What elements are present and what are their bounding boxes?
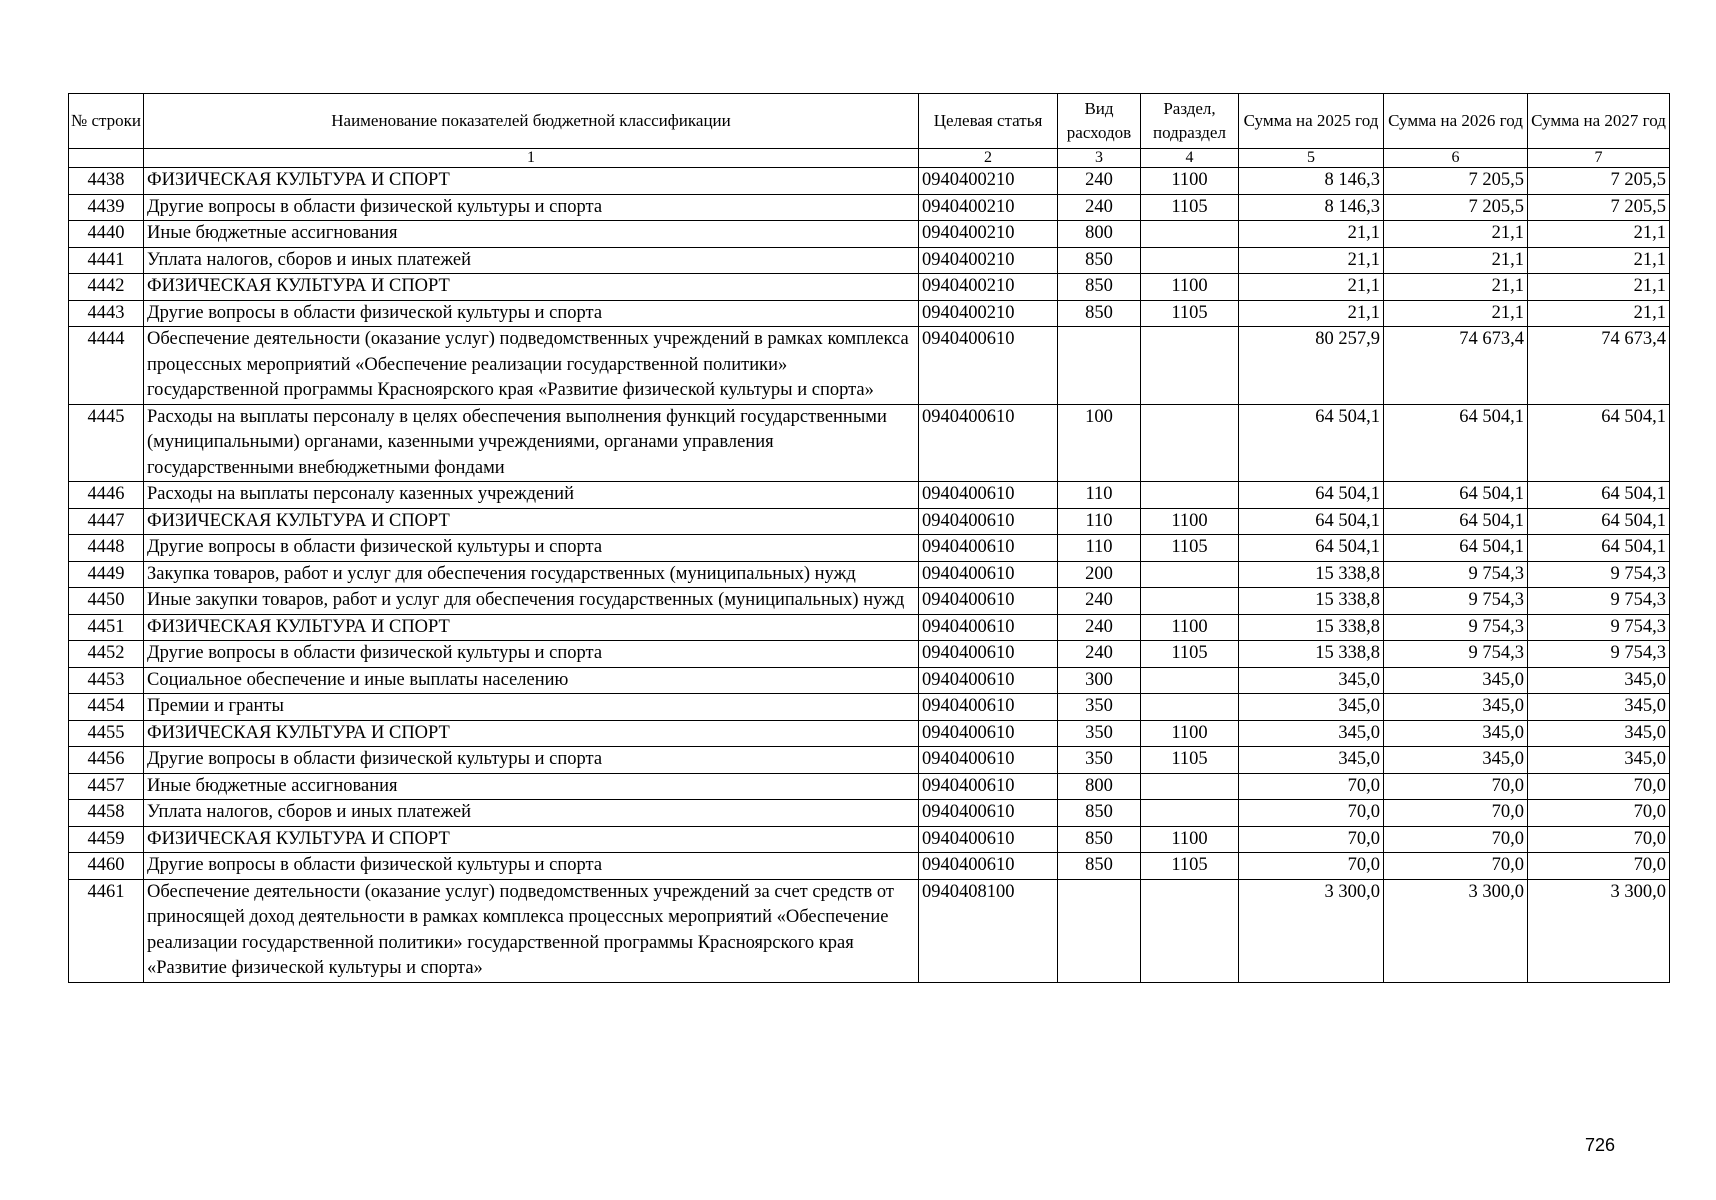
sum-2027: 74 673,4 bbox=[1528, 327, 1670, 405]
column-number: 3 bbox=[1058, 149, 1141, 168]
row-name: Расходы на выплаты персоналу казенных учреждений bbox=[144, 482, 919, 509]
sum-2025: 345,0 bbox=[1239, 667, 1384, 694]
column-number bbox=[69, 149, 144, 168]
table-row bbox=[69, 747, 1670, 774]
header-name: Наименование показателей бюджетной классификации bbox=[144, 94, 919, 149]
expense-kind: 350 bbox=[1058, 747, 1141, 774]
row-number: 4451 bbox=[69, 614, 144, 641]
sum-2026: 345,0 bbox=[1384, 720, 1528, 747]
sum-2027: 64 504,1 bbox=[1528, 404, 1670, 482]
column-number: 5 bbox=[1239, 149, 1384, 168]
sum-2026: 74 673,4 bbox=[1384, 327, 1528, 405]
target-article: 0940400610 bbox=[919, 404, 1058, 482]
table-row bbox=[69, 221, 1670, 248]
header-section: Раздел, подраздел bbox=[1141, 94, 1239, 149]
target-article: 0940400610 bbox=[919, 641, 1058, 668]
sum-2027: 9 754,3 bbox=[1528, 588, 1670, 615]
row-number: 4450 bbox=[69, 588, 144, 615]
expense-kind: 300 bbox=[1058, 667, 1141, 694]
section-code: 1100 bbox=[1141, 508, 1239, 535]
sum-2027: 3 300,0 bbox=[1528, 879, 1670, 982]
sum-2026: 70,0 bbox=[1384, 853, 1528, 880]
column-number: 2 bbox=[919, 149, 1058, 168]
sum-2025: 15 338,8 bbox=[1239, 588, 1384, 615]
sum-2027: 64 504,1 bbox=[1528, 535, 1670, 562]
row-number: 4457 bbox=[69, 773, 144, 800]
row-number: 4452 bbox=[69, 641, 144, 668]
header-sum-2027: Сумма на 2027 год bbox=[1528, 94, 1670, 149]
row-name: Другие вопросы в области физической культуры и спорта bbox=[144, 300, 919, 327]
sum-2027: 64 504,1 bbox=[1528, 508, 1670, 535]
sum-2026: 64 504,1 bbox=[1384, 482, 1528, 509]
target-article: 0940408100 bbox=[919, 879, 1058, 982]
sum-2026: 3 300,0 bbox=[1384, 879, 1528, 982]
row-name: Иные закупки товаров, работ и услуг для обеспечения государственных (муниципальных) нужд bbox=[144, 588, 919, 615]
sum-2025: 21,1 bbox=[1239, 300, 1384, 327]
row-number: 4445 bbox=[69, 404, 144, 482]
section-code bbox=[1141, 879, 1239, 982]
row-name: Уплата налогов, сборов и иных платежей bbox=[144, 247, 919, 274]
sum-2025: 64 504,1 bbox=[1239, 404, 1384, 482]
expense-kind: 850 bbox=[1058, 800, 1141, 827]
row-name: Закупка товаров, работ и услуг для обеспечения государственных (муниципальных) нужд bbox=[144, 561, 919, 588]
row-name: Другие вопросы в области физической культуры и спорта bbox=[144, 194, 919, 221]
column-numbers-row bbox=[69, 149, 1670, 168]
sum-2025: 15 338,8 bbox=[1239, 614, 1384, 641]
row-name: Расходы на выплаты персоналу в целях обеспечения выполнения функций государственными (муниципальными) органами, казенными учреждениями, органами управления государственными внебюджетными фондами bbox=[144, 404, 919, 482]
table-row bbox=[69, 614, 1670, 641]
row-number: 4448 bbox=[69, 535, 144, 562]
section-code: 1105 bbox=[1141, 853, 1239, 880]
row-name: Премии и гранты bbox=[144, 694, 919, 721]
expense-kind: 110 bbox=[1058, 508, 1141, 535]
sum-2027: 70,0 bbox=[1528, 800, 1670, 827]
sum-2026: 345,0 bbox=[1384, 747, 1528, 774]
expense-kind bbox=[1058, 327, 1141, 405]
expense-kind: 110 bbox=[1058, 482, 1141, 509]
expense-kind bbox=[1058, 879, 1141, 982]
section-code: 1100 bbox=[1141, 274, 1239, 301]
row-number: 4453 bbox=[69, 667, 144, 694]
table-row bbox=[69, 641, 1670, 668]
page-number: 726 bbox=[1585, 1135, 1616, 1155]
target-article: 0940400610 bbox=[919, 773, 1058, 800]
sum-2025: 21,1 bbox=[1239, 221, 1384, 248]
row-number: 4441 bbox=[69, 247, 144, 274]
sum-2027: 21,1 bbox=[1528, 247, 1670, 274]
expense-kind: 110 bbox=[1058, 535, 1141, 562]
header-row bbox=[69, 94, 1670, 149]
sum-2025: 70,0 bbox=[1239, 773, 1384, 800]
sum-2025: 70,0 bbox=[1239, 800, 1384, 827]
row-number: 4449 bbox=[69, 561, 144, 588]
row-number: 4438 bbox=[69, 168, 144, 195]
sum-2027: 7 205,5 bbox=[1528, 168, 1670, 195]
target-article: 0940400610 bbox=[919, 588, 1058, 615]
expense-kind: 240 bbox=[1058, 614, 1141, 641]
sum-2025: 64 504,1 bbox=[1239, 508, 1384, 535]
row-name: Иные бюджетные ассигнования bbox=[144, 221, 919, 248]
row-number: 4461 bbox=[69, 879, 144, 982]
table-row bbox=[69, 404, 1670, 482]
sum-2025: 8 146,3 bbox=[1239, 194, 1384, 221]
section-code bbox=[1141, 773, 1239, 800]
row-name: ФИЗИЧЕСКАЯ КУЛЬТУРА И СПОРТ bbox=[144, 508, 919, 535]
row-number: 4439 bbox=[69, 194, 144, 221]
sum-2025: 15 338,8 bbox=[1239, 641, 1384, 668]
target-article: 0940400610 bbox=[919, 614, 1058, 641]
sum-2025: 80 257,9 bbox=[1239, 327, 1384, 405]
sum-2025: 8 146,3 bbox=[1239, 168, 1384, 195]
header-sum-2025: Сумма на 2025 год bbox=[1239, 94, 1384, 149]
row-number: 4458 bbox=[69, 800, 144, 827]
sum-2027: 70,0 bbox=[1528, 773, 1670, 800]
expense-kind: 100 bbox=[1058, 404, 1141, 482]
header-row-no: № строки bbox=[69, 94, 144, 149]
sum-2026: 70,0 bbox=[1384, 800, 1528, 827]
sum-2025: 345,0 bbox=[1239, 694, 1384, 721]
section-code: 1105 bbox=[1141, 641, 1239, 668]
sum-2027: 21,1 bbox=[1528, 274, 1670, 301]
header-kind: Вид расходов bbox=[1058, 94, 1141, 149]
column-number: 4 bbox=[1141, 149, 1239, 168]
sum-2027: 7 205,5 bbox=[1528, 194, 1670, 221]
section-code bbox=[1141, 404, 1239, 482]
sum-2026: 9 754,3 bbox=[1384, 588, 1528, 615]
row-number: 4440 bbox=[69, 221, 144, 248]
row-name: ФИЗИЧЕСКАЯ КУЛЬТУРА И СПОРТ bbox=[144, 274, 919, 301]
row-name: Обеспечение деятельности (оказание услуг) подведомственных учреждений за счет средств от приносящей доход деятельности в рамках комплекса процессных мероприятий «Обеспечение реализации государственной политики» государственной программы Красноярского края «Развитие физической культуры и спорта» bbox=[144, 879, 919, 982]
table-row bbox=[69, 168, 1670, 195]
table-row bbox=[69, 826, 1670, 853]
table-row bbox=[69, 879, 1670, 982]
target-article: 0940400610 bbox=[919, 800, 1058, 827]
expense-kind: 850 bbox=[1058, 853, 1141, 880]
expense-kind: 850 bbox=[1058, 300, 1141, 327]
target-article: 0940400210 bbox=[919, 247, 1058, 274]
table-row bbox=[69, 694, 1670, 721]
table-row bbox=[69, 300, 1670, 327]
table-row bbox=[69, 720, 1670, 747]
sum-2027: 21,1 bbox=[1528, 300, 1670, 327]
expense-kind: 240 bbox=[1058, 641, 1141, 668]
column-number: 7 bbox=[1528, 149, 1670, 168]
sum-2026: 21,1 bbox=[1384, 300, 1528, 327]
expense-kind: 850 bbox=[1058, 826, 1141, 853]
sum-2027: 345,0 bbox=[1528, 720, 1670, 747]
row-number: 4454 bbox=[69, 694, 144, 721]
sum-2027: 70,0 bbox=[1528, 826, 1670, 853]
sum-2027: 64 504,1 bbox=[1528, 482, 1670, 509]
section-code: 1105 bbox=[1141, 194, 1239, 221]
expense-kind: 850 bbox=[1058, 274, 1141, 301]
expense-kind: 800 bbox=[1058, 221, 1141, 248]
table-row bbox=[69, 853, 1670, 880]
table-row bbox=[69, 508, 1670, 535]
row-number: 4442 bbox=[69, 274, 144, 301]
sum-2026: 64 504,1 bbox=[1384, 508, 1528, 535]
row-number: 4459 bbox=[69, 826, 144, 853]
row-number: 4456 bbox=[69, 747, 144, 774]
sum-2026: 345,0 bbox=[1384, 694, 1528, 721]
sum-2027: 9 754,3 bbox=[1528, 641, 1670, 668]
section-code: 1100 bbox=[1141, 168, 1239, 195]
section-code: 1105 bbox=[1141, 747, 1239, 774]
row-number: 4447 bbox=[69, 508, 144, 535]
row-name: ФИЗИЧЕСКАЯ КУЛЬТУРА И СПОРТ bbox=[144, 168, 919, 195]
target-article: 0940400610 bbox=[919, 561, 1058, 588]
header-target: Целевая статья bbox=[919, 94, 1058, 149]
sum-2026: 21,1 bbox=[1384, 274, 1528, 301]
table-row bbox=[69, 773, 1670, 800]
sum-2025: 21,1 bbox=[1239, 274, 1384, 301]
target-article: 0940400610 bbox=[919, 720, 1058, 747]
table-body bbox=[69, 168, 1670, 983]
table-row bbox=[69, 800, 1670, 827]
sum-2027: 9 754,3 bbox=[1528, 614, 1670, 641]
target-article: 0940400610 bbox=[919, 694, 1058, 721]
row-name: Другие вопросы в области физической культуры и спорта bbox=[144, 535, 919, 562]
row-number: 4455 bbox=[69, 720, 144, 747]
target-article: 0940400610 bbox=[919, 667, 1058, 694]
sum-2026: 21,1 bbox=[1384, 221, 1528, 248]
row-name: Другие вопросы в области физической культуры и спорта bbox=[144, 641, 919, 668]
budget-table bbox=[68, 93, 1670, 983]
section-code bbox=[1141, 327, 1239, 405]
sum-2026: 70,0 bbox=[1384, 773, 1528, 800]
sum-2027: 9 754,3 bbox=[1528, 561, 1670, 588]
row-name: ФИЗИЧЕСКАЯ КУЛЬТУРА И СПОРТ bbox=[144, 614, 919, 641]
target-article: 0940400210 bbox=[919, 168, 1058, 195]
sum-2027: 21,1 bbox=[1528, 221, 1670, 248]
section-code bbox=[1141, 482, 1239, 509]
target-article: 0940400210 bbox=[919, 221, 1058, 248]
row-name: ФИЗИЧЕСКАЯ КУЛЬТУРА И СПОРТ bbox=[144, 826, 919, 853]
sum-2026: 70,0 bbox=[1384, 826, 1528, 853]
sum-2026: 345,0 bbox=[1384, 667, 1528, 694]
row-name: Уплата налогов, сборов и иных платежей bbox=[144, 800, 919, 827]
section-code bbox=[1141, 221, 1239, 248]
sum-2027: 345,0 bbox=[1528, 694, 1670, 721]
sum-2026: 64 504,1 bbox=[1384, 535, 1528, 562]
table-row bbox=[69, 247, 1670, 274]
target-article: 0940400610 bbox=[919, 535, 1058, 562]
sum-2025: 21,1 bbox=[1239, 247, 1384, 274]
sum-2025: 345,0 bbox=[1239, 720, 1384, 747]
section-code bbox=[1141, 561, 1239, 588]
sum-2025: 3 300,0 bbox=[1239, 879, 1384, 982]
sum-2027: 345,0 bbox=[1528, 747, 1670, 774]
expense-kind: 350 bbox=[1058, 720, 1141, 747]
expense-kind: 240 bbox=[1058, 168, 1141, 195]
column-number: 1 bbox=[144, 149, 919, 168]
sum-2026: 9 754,3 bbox=[1384, 641, 1528, 668]
row-name: Другие вопросы в области физической культуры и спорта bbox=[144, 853, 919, 880]
row-name: ФИЗИЧЕСКАЯ КУЛЬТУРА И СПОРТ bbox=[144, 720, 919, 747]
sum-2026: 7 205,5 bbox=[1384, 194, 1528, 221]
section-code: 1100 bbox=[1141, 720, 1239, 747]
row-name: Другие вопросы в области физической культуры и спорта bbox=[144, 747, 919, 774]
sum-2025: 70,0 bbox=[1239, 826, 1384, 853]
row-number: 4444 bbox=[69, 327, 144, 405]
expense-kind: 850 bbox=[1058, 247, 1141, 274]
table-row bbox=[69, 327, 1670, 405]
expense-kind: 800 bbox=[1058, 773, 1141, 800]
target-article: 0940400610 bbox=[919, 327, 1058, 405]
section-code: 1105 bbox=[1141, 300, 1239, 327]
table-row bbox=[69, 667, 1670, 694]
section-code bbox=[1141, 694, 1239, 721]
target-article: 0940400610 bbox=[919, 826, 1058, 853]
sum-2026: 7 205,5 bbox=[1384, 168, 1528, 195]
table-row bbox=[69, 561, 1670, 588]
sum-2027: 345,0 bbox=[1528, 667, 1670, 694]
sum-2026: 64 504,1 bbox=[1384, 404, 1528, 482]
sum-2027: 70,0 bbox=[1528, 853, 1670, 880]
sum-2025: 64 504,1 bbox=[1239, 482, 1384, 509]
section-code: 1100 bbox=[1141, 614, 1239, 641]
section-code bbox=[1141, 247, 1239, 274]
expense-kind: 350 bbox=[1058, 694, 1141, 721]
section-code bbox=[1141, 800, 1239, 827]
target-article: 0940400210 bbox=[919, 194, 1058, 221]
row-name: Иные бюджетные ассигнования bbox=[144, 773, 919, 800]
table-row bbox=[69, 535, 1670, 562]
target-article: 0940400610 bbox=[919, 747, 1058, 774]
expense-kind: 240 bbox=[1058, 194, 1141, 221]
header-sum-2026: Сумма на 2026 год bbox=[1384, 94, 1528, 149]
column-number: 6 bbox=[1384, 149, 1528, 168]
row-number: 4460 bbox=[69, 853, 144, 880]
target-article: 0940400210 bbox=[919, 274, 1058, 301]
sum-2026: 9 754,3 bbox=[1384, 561, 1528, 588]
sum-2025: 15 338,8 bbox=[1239, 561, 1384, 588]
sum-2026: 9 754,3 bbox=[1384, 614, 1528, 641]
expense-kind: 240 bbox=[1058, 588, 1141, 615]
sum-2025: 70,0 bbox=[1239, 853, 1384, 880]
target-article: 0940400610 bbox=[919, 482, 1058, 509]
row-name: Социальное обеспечение и иные выплаты населению bbox=[144, 667, 919, 694]
row-number: 4446 bbox=[69, 482, 144, 509]
table-row bbox=[69, 588, 1670, 615]
section-code: 1100 bbox=[1141, 826, 1239, 853]
sum-2026: 21,1 bbox=[1384, 247, 1528, 274]
section-code bbox=[1141, 667, 1239, 694]
section-code: 1105 bbox=[1141, 535, 1239, 562]
table-row bbox=[69, 482, 1670, 509]
row-name: Обеспечение деятельности (оказание услуг) подведомственных учреждений в рамках комплекса процессных мероприятий «Обеспечение реализации государственной политики» государственной программы Красноярского края «Развитие физической культуры и спорта» bbox=[144, 327, 919, 405]
sum-2025: 345,0 bbox=[1239, 747, 1384, 774]
row-number: 4443 bbox=[69, 300, 144, 327]
target-article: 0940400610 bbox=[919, 853, 1058, 880]
table-row bbox=[69, 274, 1670, 301]
table-row bbox=[69, 194, 1670, 221]
target-article: 0940400210 bbox=[919, 300, 1058, 327]
expense-kind: 200 bbox=[1058, 561, 1141, 588]
sum-2025: 64 504,1 bbox=[1239, 535, 1384, 562]
target-article: 0940400610 bbox=[919, 508, 1058, 535]
section-code bbox=[1141, 588, 1239, 615]
